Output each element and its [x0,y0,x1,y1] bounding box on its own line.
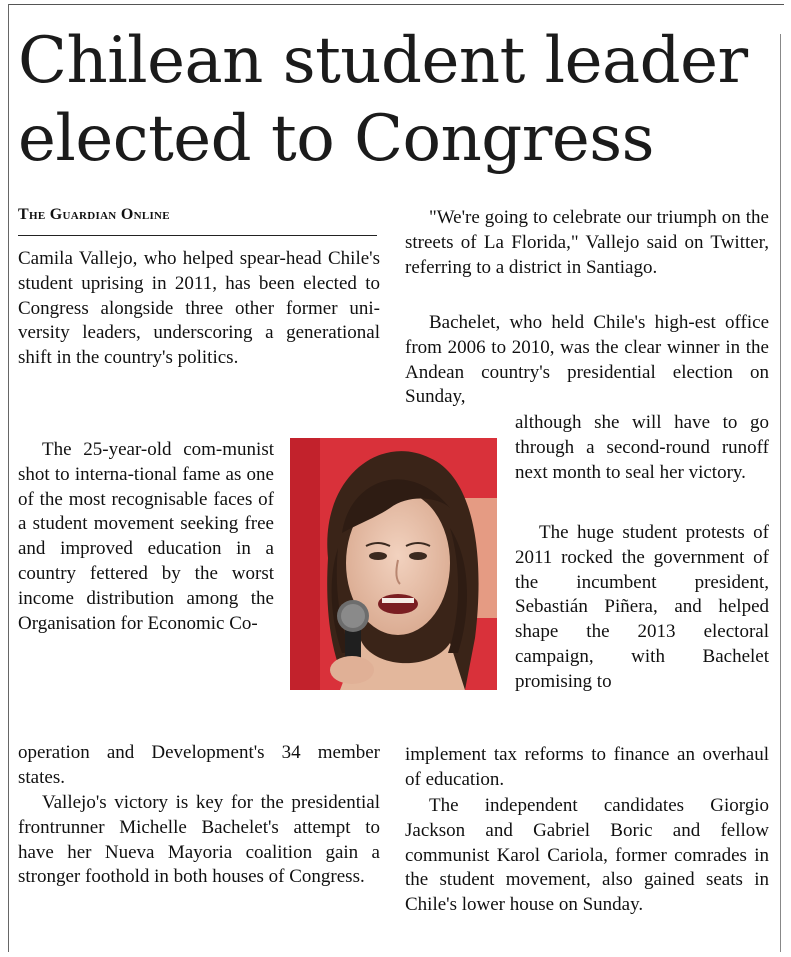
paragraph-5-continued: although she will have to go through a second-round runoff next month to seal her victory. [515,412,769,483]
paragraph-1: Camila Vallejo, who helped spear-head Chile's student uprising in 2011, has been elected to Congress alongside three other former uni-versity leaders, underscoring a generational shift in the country's politics. [18,248,380,369]
byline-rule [18,235,377,236]
frame-top-border [8,4,784,5]
column-divider [780,34,781,952]
paragraph-2: The 25-year-old com-munist shot to interna-tional fame as one of the most recognisable faces of a student movement seeking free and improved education in a country fettered by the worst income distribution among the Organisation for Economic Co- [18,439,274,634]
paragraph-6: The huge student protests of 2011 rocked the government of the incumbent president, Sebastián Piñera, and helped shape the 2013 electoral campaign, with Bachelet promising to [515,522,769,692]
paragraph-2-continued: operation and Development's 34 member states. [18,742,380,788]
paragraph-6-continued: implement tax reforms to finance an overhaul of education. [405,744,769,790]
frame-left-border [8,4,9,952]
paragraph-3: Vallejo's victory is key for the presidential frontrunner Michelle Bachelet's attempt to have her Nueva Mayoria coalition gain a stronger foothold in both houses of Congress. [18,792,380,888]
article-photo [290,438,497,690]
byline: The Guardian Online [18,206,170,223]
portrait-illustration [290,438,497,690]
paragraph-4: "We're going to celebrate our triumph on the streets of La Florida," Vallejo said on Twitter, referring to a district in Santiago. [405,207,769,278]
headline: Chilean student leader elected to Congress [18,24,748,176]
paragraph-7: The independent candidates Giorgio Jackson and Gabriel Boric and fellow communist Karol Cariola, former comrades in the student movement, also gained seats in Chile's lower house on Sunday. [405,795,769,916]
paragraph-5: Bachelet, who held Chile's high-est office from 2006 to 2010, was the clear winner in the Andean country's presidential election on Sunday, [405,312,769,408]
